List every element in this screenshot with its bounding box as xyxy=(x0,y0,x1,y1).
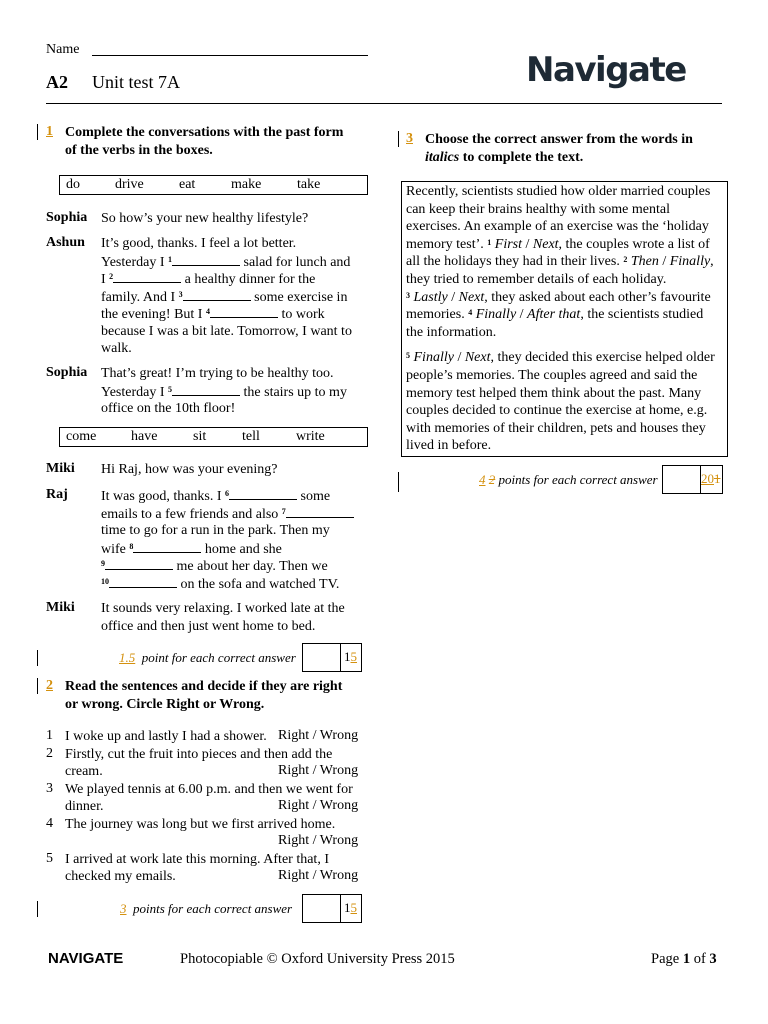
answer-blank-1[interactable] xyxy=(172,253,240,266)
answer-blank-7[interactable] xyxy=(286,505,354,518)
answer-blank-4[interactable] xyxy=(210,305,278,318)
answer-blank-8[interactable] xyxy=(133,540,201,553)
word-box-item: make xyxy=(231,177,262,192)
right-wrong-choice[interactable]: Right / Wrong xyxy=(278,763,359,778)
dialogue-line: That’s great! I’m trying to be healthy too. xyxy=(101,366,334,381)
right-wrong-choice[interactable]: Right / Wrong xyxy=(278,728,359,743)
option-3b[interactable]: Next xyxy=(458,289,485,305)
dialogue-line: because I was a bit late. Tomorrow, I want to xyxy=(101,323,352,339)
dialogue-line: It was good, thanks. I $^6$ some xyxy=(101,489,331,504)
option-1b[interactable]: Next xyxy=(532,236,559,252)
word-box-item: take xyxy=(297,177,321,192)
speaker-sophia: Sophia xyxy=(46,210,88,225)
word-box-item: come xyxy=(66,429,97,444)
section3-points: 4 2 points for each correct answer xyxy=(479,472,658,487)
dialogue-line: emails to a few friends and also $^7$ xyxy=(101,505,354,524)
footer-page-number: Page 1 of 3 xyxy=(651,951,717,967)
section3-number: 3 xyxy=(406,131,413,146)
revision-bar xyxy=(398,131,399,147)
word-box-item: write xyxy=(296,429,325,444)
revision-bar xyxy=(398,472,399,492)
level-label: A2 xyxy=(46,72,68,92)
dialogue-line: Hi Raj, how was your evening? xyxy=(101,462,278,477)
answer-blank-10[interactable] xyxy=(109,575,177,588)
answer-blank-6[interactable] xyxy=(229,487,297,500)
revision-bar xyxy=(37,901,38,917)
dialogue-line: walk. xyxy=(101,341,132,356)
speaker-sophia: Sophia xyxy=(46,365,88,380)
test-title: Unit test 7A xyxy=(92,72,180,92)
word-box-item: have xyxy=(131,429,158,444)
score-total: 201 xyxy=(701,471,721,486)
dialogue-line: So how’s your new healthy lifestyle? xyxy=(101,211,309,226)
section1-score-box xyxy=(302,643,362,672)
item-number: 4 xyxy=(46,815,53,831)
dialogue-line: the evening! But I $^4$ to work xyxy=(101,307,325,322)
score-entry-cell[interactable] xyxy=(303,644,341,671)
option-3a[interactable]: Lastly xyxy=(413,289,448,305)
word-box-2 xyxy=(59,427,368,447)
revision-bar xyxy=(37,124,38,140)
footer-brand: NAVIGATE xyxy=(48,950,124,967)
dialogue-line: It’s good, thanks. I feel a lot better. xyxy=(101,236,297,251)
item-text: We played tennis at 6.00 p.m. and then we went for xyxy=(65,781,353,797)
word-box-item: sit xyxy=(193,429,207,444)
name-line[interactable] xyxy=(92,55,368,56)
section2-number: 2 xyxy=(46,678,53,693)
name-label: Name xyxy=(46,42,80,57)
revision-bar xyxy=(37,678,38,694)
dialogue-line: office and then just went home to bed. xyxy=(101,618,316,634)
score-entry-cell[interactable] xyxy=(663,466,701,493)
score-entry-cell[interactable] xyxy=(303,895,341,922)
option-1a[interactable]: First xyxy=(494,236,522,252)
dialogue-line: time to go for a run in the park. Then my xyxy=(101,523,330,538)
word-box-item: tell xyxy=(242,429,260,444)
dialogue-line: Yesterday I $^5$ the stairs up to my xyxy=(101,384,347,400)
speaker-ashun: Ashun xyxy=(46,235,85,250)
option-2a[interactable]: Then xyxy=(630,254,659,270)
item-text: checked my emails. xyxy=(65,869,176,884)
dialogue-line: $^9$ me about her day. Then we xyxy=(101,559,328,574)
option-5b[interactable]: Next xyxy=(464,350,491,366)
speaker-miki: Miki xyxy=(46,461,75,476)
answer-blank-5[interactable] xyxy=(172,383,240,396)
reading-text: Recently, scientists studied how older married couples can keep their brains healthy with some mental exercises. An example of an exercise was the ‘holiday memory test’. $^1$ First / Next, the couples wrote a list of all the holidays they had in their lives. $^2$ Then / Finally, they tried to remember details of each holiday. $^3$ Lastly / Next, they asked about each other’s favourite memories. $^4$ Finally / After that, the scientists studied the information. $^5$ Finally / Next, they decided this exercise helped older people’s memories. The couples agreed and said the memory test helped them think about the past. Many couples decided to continue the exercise at home, e.g. with memories of their children, pets and houses they lived in before. xyxy=(406,184,715,454)
section3-instruction: Choose the correct answer from the words in italics to complete the text. xyxy=(425,132,693,165)
header-rule xyxy=(46,103,722,104)
navigate-logo: Navigate xyxy=(526,50,686,90)
option-5a[interactable]: Finally xyxy=(413,350,454,366)
item-text: Firstly, cut the fruit into pieces and then add the xyxy=(65,746,333,762)
section2-points: 3 points for each correct answer xyxy=(120,901,293,916)
speaker-miki: Miki xyxy=(46,600,75,615)
score-total: 15 xyxy=(344,900,357,915)
item-text: The journey was long but we first arrived home. xyxy=(65,816,336,832)
dialogue-line: $^{10}$ on the sofa and watched TV. xyxy=(101,576,340,592)
item-number: 5 xyxy=(46,850,53,866)
word-box-item: drive xyxy=(115,177,144,192)
item-number: 3 xyxy=(46,780,53,796)
option-4a[interactable]: Finally xyxy=(475,307,517,323)
answer-blank-2[interactable] xyxy=(113,270,181,283)
revision-bar xyxy=(37,650,38,666)
section2-instruction: Read the sentences and decide if they are right or wrong. Circle Right or Wrong. xyxy=(65,679,343,712)
section1-instruction: Complete the conversations with the past form of the verbs in the boxes. xyxy=(65,125,344,158)
word-box-item: do xyxy=(66,177,80,192)
dialogue-line: wife $^8$ home and she xyxy=(101,541,282,557)
dialogue-line: family. And I $^3$ some exercise in xyxy=(101,289,348,305)
footer-copyright: Photocopiable © Oxford University Press 2015 xyxy=(180,951,455,967)
option-2b[interactable]: Finally xyxy=(669,254,711,270)
section1-points: 1.5 point for each correct answer xyxy=(119,650,296,665)
word-box-item: eat xyxy=(179,177,196,192)
dialogue-line: I $^2$ a healthy dinner for the xyxy=(101,272,316,287)
score-total: 15 xyxy=(344,649,357,664)
answer-blank-3[interactable] xyxy=(183,288,251,301)
item-text: dinner. xyxy=(65,799,104,814)
dialogue-line: office on the 10th floor! xyxy=(101,401,236,416)
item-text: cream. xyxy=(65,764,103,779)
item-number: 2 xyxy=(46,745,53,761)
item-text: I woke up and lastly I had a shower. xyxy=(65,729,267,744)
section1-number: 1 xyxy=(46,124,53,139)
dialogue-line: It sounds very relaxing. I worked late at the xyxy=(101,601,345,616)
item-text: I arrived at work late this morning. After that, I xyxy=(65,851,329,867)
speaker-raj: Raj xyxy=(46,487,68,502)
dialogue-line: Yesterday I $^1$ salad for lunch and xyxy=(101,254,351,270)
right-wrong-choice[interactable]: Right / Wrong xyxy=(278,798,359,813)
item-number: 1 xyxy=(46,728,53,743)
right-wrong-choice[interactable]: Right / Wrong xyxy=(278,833,359,848)
section3-score-box xyxy=(662,465,723,494)
word-box-1 xyxy=(59,175,368,195)
section2-score-box xyxy=(302,894,362,923)
right-wrong-choice[interactable]: Right / Wrong xyxy=(278,868,359,883)
answer-blank-9[interactable] xyxy=(105,557,173,570)
option-4b[interactable]: After that xyxy=(527,307,581,323)
